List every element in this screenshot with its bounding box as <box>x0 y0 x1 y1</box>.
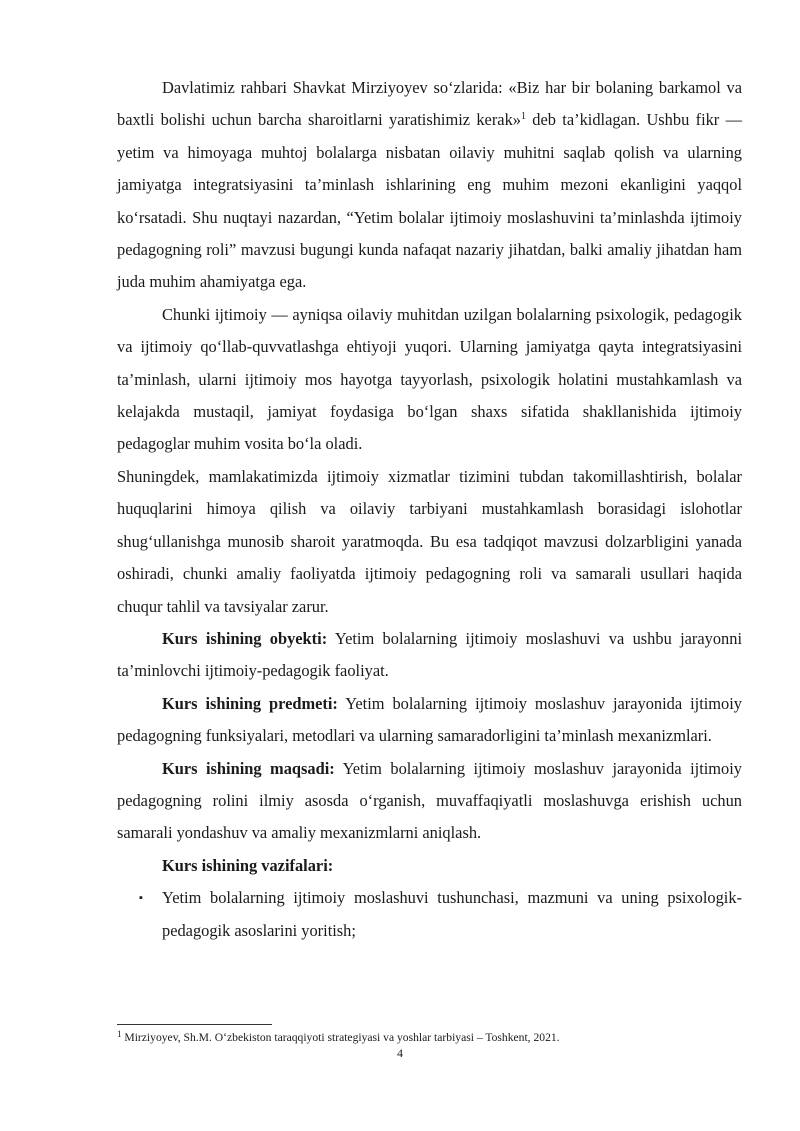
subject-label: Kurs ishining predmeti: <box>162 693 338 713</box>
intro-text: Davlatimiz rahbari Shavkat Mirziyoyev so‘zlarida: «Biz har bir bolaning barkamol va baxtli bolishi uchun barcha sharoitlarni yaratishimiz kerak» <box>117 78 742 130</box>
footnote-number: 1 <box>117 1029 122 1039</box>
subject-paragraph <box>117 688 742 753</box>
goal-paragraph <box>117 753 742 850</box>
footnote-text: Mirziyoyev, Sh.M. O‘zbekiston taraqqiyoti strategiyasi va yoshlar tarbiyasi – Toshkent, 2021. <box>121 1031 560 1044</box>
footnote <box>117 1030 742 1046</box>
tasks-heading-paragraph <box>117 850 742 882</box>
intro-paragraph <box>117 72 742 299</box>
footnote-divider <box>117 1024 272 1025</box>
list-item <box>117 882 742 947</box>
tasks-heading: Kurs ishining vazifalari: <box>162 855 334 875</box>
goal-text: Yetim bolalarning ijtimoiy moslashuv jarayonida ijtimoiy pedagogning rolini ilmiy asosda o‘rganish, muvaffaqiyatli moslashuvga erishish uchun samarali yondashuv va amaliy mexanizmlarni aniqlash. <box>117 758 743 843</box>
task-text: Yetim bolalarning ijtimoiy moslashuvi tushunchasi, mazmuni va uning psixologik-pedagogik asoslarini yoritish; <box>162 888 742 940</box>
bullet-icon: ▪ <box>139 892 143 905</box>
subject-text: Yetim bolalarning ijtimoiy moslashuv jarayonida ijtimoiy pedagogning funksiyalari, metodlari va ularning samaradorligini ta’minlash mexanizmlari. <box>117 693 742 746</box>
goal-label: Kurs ishining maqsadi: <box>162 758 335 778</box>
object-text: Yetim bolalarning ijtimoiy moslashuvi va ushbu jarayonni ta’minlovchi ijtimoiy-pedagogik faoliyat. <box>117 628 743 681</box>
object-paragraph <box>117 623 742 688</box>
object-label: Kurs ishining obyekti: <box>162 628 328 648</box>
paragraph-relevance: Shuningdek, mamlakatimizda ijtimoiy xizmatlar tizimini tubdan takomillashtirish, bolalar huquqlarini himoya qilish va oilaviy tarbiyani mustahkamlash borasidagi islohotlar shug‘ullanishga munosib sharoit yaratmoqda. Bu esa tadqiqot mavzusi dolzarbligini yanada oshiradi, chunki amaliy faoliyatda ijtimoiy pedagogning roli va samarali usullari haqida chuqur tahlil va tavsiyalar zarur. <box>117 466 742 616</box>
intro-text-tail: deb ta’kidlagan. Ushbu fikr — yetim va himoyaga muhtoj bolalarga nisbatan oilaviy muhitni saqlab qolish va ularning jamiyatga integratsiyasini ta’minlash ishlarining eng muhim mezoni ekanligini yaqqol ko‘rsatadi. Shu nuqtayi nazardan, “Yetim bolalar ijtimoiy moslashuvini ta’minlashda ijtimoiy pedagogning roli” mavzusi bugungi kunda nafaqat nazariy jihatdan, balki amaliy jihatdan ham juda muhim ahamiyatga ega. <box>117 110 742 292</box>
page-body <box>117 72 742 947</box>
page-number: 4 <box>397 1046 403 1060</box>
tasks-list <box>117 882 742 947</box>
footnote-reference[interactable]: 1 <box>520 111 526 123</box>
paragraph-reason: Chunki ijtimoiy — ayniqsa oilaviy muhitdan uzilgan bolalarning psixologik, pedagogik va ijtimoiy qo‘llab-quvvatlashga ehtiyoji yuqori. Ularning jamiyatga qayta integratsiyasini ta’minlash, ularni ijtimoiy mos hayotga tayyorlash, psixologik holatini mustahkamlash va kelajakda mustaqil, jamiyat foydasiga bo‘lgan shaxs sifatida shakllanishida ijtimoiy pedagoglar muhim vosita bo‘la oladi. <box>117 304 742 454</box>
